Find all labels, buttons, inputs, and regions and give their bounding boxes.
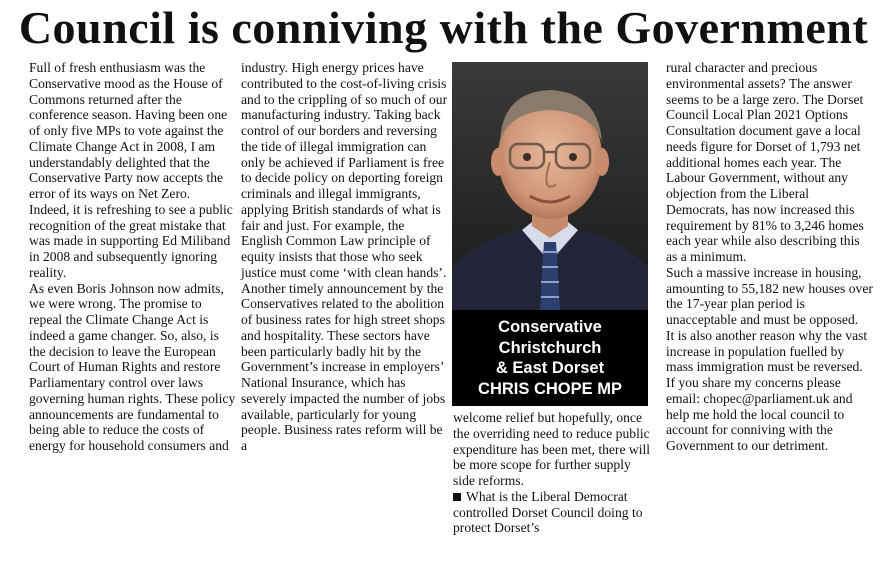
paragraph: Indeed, it is refreshing to see a public recognition of the great mistake that was made in supporting Ed Miliband in 2008 and subsequently ignoring reality.: [29, 201, 233, 280]
paragraph: If you share my concerns please email: chopec@parliament.uk and help me hold the local council to account for conniving with the Government to our detriment.: [666, 375, 853, 453]
paragraph: Another timely announcement by the Conservatives related to the abolition of business rates for high street shops and hospitality. These sectors have been particularly badly hit by the Government’s increase in employers’ National Insurance, which has severely impacted the number of jobs available, particularly for young people. Business rates reform will be a: [241, 280, 446, 453]
portrait-icon: [452, 62, 648, 310]
paragraph: Full of fresh enthusiasm was the Conservative mood as the House of Commons returned after the conference season. Having been one of only five MPs to vote against the Climate Change Act in 2008, I am understandably delighted that the Conservative Party now accepts the error of its ways on Net Zero.: [29, 60, 228, 201]
paragraph: industry. High energy prices have contributed to the cost-of-living crisis and to the crippling of so much of our manufacturing industry. Taking back control of our borders and reversing the tide of illegal immigration can only be achieved if Parliament is free to decide policy on deporting foreign criminals and illegal immigrants, applying British standards of what is fair and just. For example, the English Common Law principle of equity insists that those who seek justice must come ‘with clean hands’.: [241, 60, 448, 280]
article-column-4: [666, 60, 874, 454]
article-column-1: [29, 60, 237, 454]
article-column-3: [453, 410, 653, 536]
caption-constituency-1: Christchurch: [498, 338, 602, 357]
paragraph: rural character and precious environmental assets? The answer seems to be a large zero. The Dorset Council Local Plan 2021 Options Consultation document gave a local needs figure for Dorset of 1,793 net additional homes each year. The Labour Government, without any objection from the Liberal Democrats, has now increased this requirement by 81% to 3,246 homes each year while also describing this as a minimum.: [666, 60, 864, 264]
paragraph-text: What is the Liberal Democrat controlled Dorset Council doing to protect Dorset’s: [453, 488, 643, 536]
caption-mp-name: CHRIS CHOPE MP: [478, 379, 622, 398]
article-column-2: [241, 60, 449, 454]
photo-caption: [452, 310, 648, 406]
headline: Council is conniving with the Government: [18, 2, 869, 53]
caption-party: Conservative: [498, 318, 602, 336]
mp-portrait-photo: [452, 62, 648, 310]
paragraph: As even Boris Johnson now admits, we were wrong. The promise to repeal the Climate Change Act is indeed a game changer. So, also, is the decision to leave the European Court of Human Rights and restore Parliamentary control over laws governing human rights. These policy announcements are fundamental to being able to reduce the costs of energy for household consumers and: [29, 280, 236, 453]
paragraph: It is also another reason why the vast increase in population fuelled by mass immigration must be reversed.: [666, 327, 868, 375]
paragraph-bulleted: [453, 489, 653, 536]
paragraph: welcome relief but hopefully, once the overriding need to reduce public expenditure has been met, there will be more scope for further supply side reforms.: [453, 410, 651, 488]
paragraph: Such a massive increase in housing, amounting to 55,182 new houses over the 17-year plan period is unacceptable and must be opposed.: [666, 264, 873, 327]
square-bullet-icon: [453, 493, 461, 501]
caption-constituency-2: & East Dorset: [495, 359, 605, 377]
